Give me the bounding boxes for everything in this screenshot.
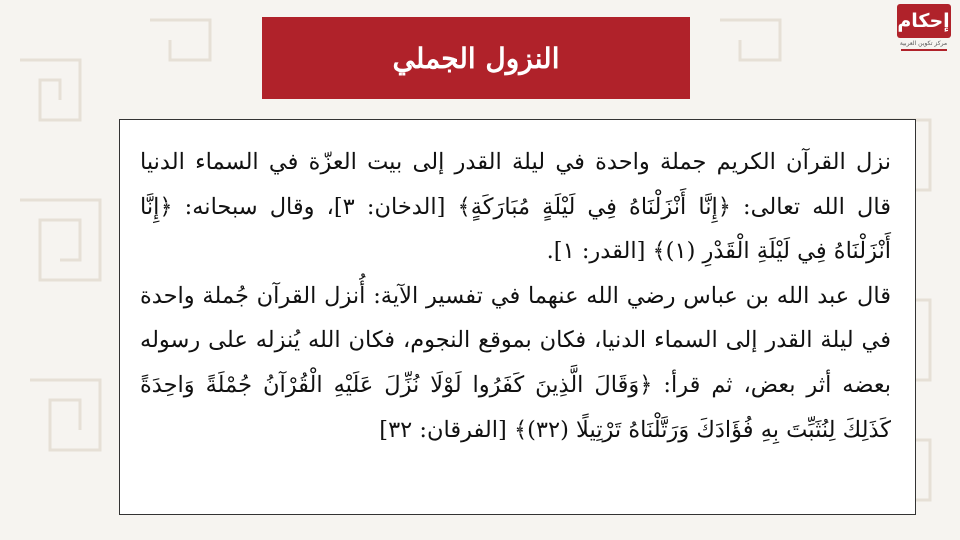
content-box — [119, 119, 916, 515]
ihkam-logo-icon: إحكام — [897, 4, 951, 38]
paragraph-1: نزل القرآن الكريم جملة واحدة في ليلة القدر إلى بيت العزّة في السماء الدنيا قال الله تعالى: ﴿إِنَّا أَنْزَلْنَاهُ فِي لَيْلَةٍ مُبَارَكَةٍ﴾ [الدخان: ٣]، وقال سبحانه: ﴿إِنَّا أَنْزَلْنَاهُ فِي لَيْلَةِ الْقَدْرِ (١)﴾ [القدر: ١]. — [140, 149, 891, 265]
logo — [895, 4, 952, 60]
title-banner — [262, 17, 690, 99]
logo-subtitle: مركز تكوين العربية — [899, 40, 948, 47]
page-title: النزول الجملي — [392, 41, 560, 75]
logo-underline — [901, 49, 947, 51]
paragraph-2: قال عبد الله بن عباس رضي الله عنهما في تفسير الآية: أُنزل القرآن جُملة واحدة في ليلة القدر إلى السماء الدنيا، فكان بموقع النجوم، فكان الله يُنزله على رسوله بعضه أثر بعض، ثم قرأ: ﴿وَقَالَ الَّذِينَ كَفَرُوا لَوْلَا نُزِّلَ عَلَيْهِ الْقُرْآنُ جُمْلَةً وَاحِدَةً كَذَلِكَ لِنُثَبِّتَ بِهِ فُؤَادَكَ وَرَتَّلْنَاهُ تَرْتِيلًا (٣٢)﴾ [الفرقان: ٣٢] — [140, 282, 891, 443]
